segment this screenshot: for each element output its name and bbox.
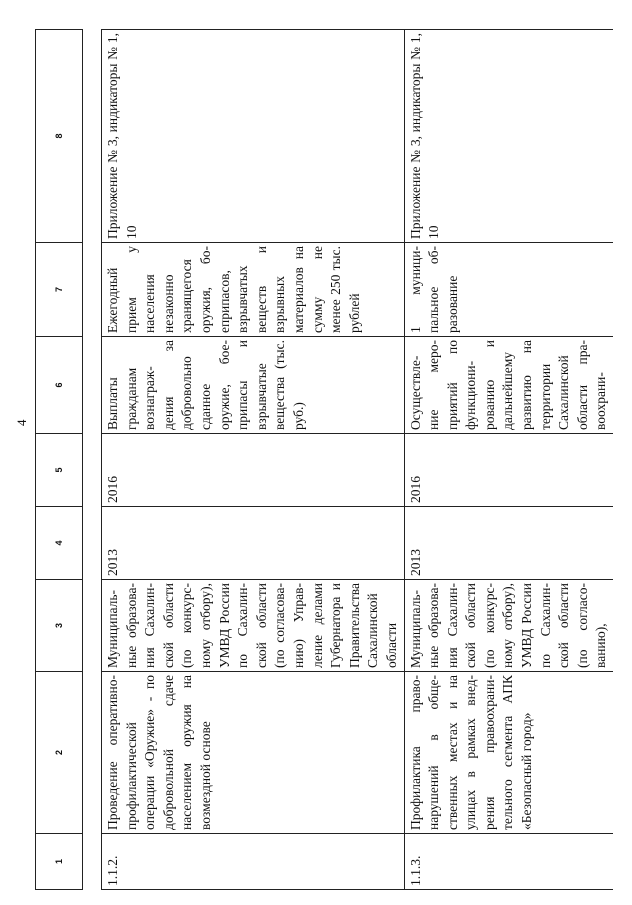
end-year: 2016 xyxy=(102,434,405,507)
header-cell: 3 xyxy=(36,580,83,672)
page-number: 4 xyxy=(14,419,29,426)
end-year: 2016 xyxy=(404,434,613,507)
expected-result: Ежегодный прием у населения незаконно хранящегося оружия, боеприпасов, взрывчатых веществ и взрывных материалов на сумму не менее 250 тыс. рублей xyxy=(102,243,405,337)
event-name: Профилактика правонарушений в общественных местах и на улицах в рамках внедрения правоохранительного сегмента АПК «Безопасный город» xyxy=(404,672,613,834)
header-gap xyxy=(83,30,102,890)
rotated-table-wrapper xyxy=(35,30,610,890)
header-cell: 2 xyxy=(36,672,83,834)
expected-result: 1 муниципальное образование xyxy=(404,243,613,337)
start-year: 2013 xyxy=(404,507,613,580)
executors: Муниципальные образования Сахалинской области (по конкурсному отбору), УМВД России по Сахалинской области (по согласованию) Управление делами Губернатора и Правительства Сахалинской области xyxy=(102,580,405,672)
event-content: Выплаты гражданам вознаграждения за добровольно сданное оружие, боеприпасы и взрывчатые вещества (тыс. руб.) xyxy=(102,337,405,434)
event-content: Осуществление мероприятий по функционированию и дальнейшему развитию на территории Сахалинской области правоохрани- xyxy=(404,337,613,434)
table-row xyxy=(102,30,405,890)
row-number: 1.1.3. xyxy=(404,834,613,890)
header-cell: 4 xyxy=(36,507,83,580)
header-cell: 8 xyxy=(36,30,83,243)
header-cell: 6 xyxy=(36,337,83,434)
row-number: 1.1.2. xyxy=(102,834,405,890)
header-cell: 5 xyxy=(36,434,83,507)
table-header-row xyxy=(36,30,83,890)
header-cell: 1 xyxy=(36,834,83,890)
table-row xyxy=(404,30,613,890)
event-name: Проведение оперативно-профилактической операции «Оружие» - по добровольной сдаче населением оружия на возмездной основе xyxy=(102,672,405,834)
start-year: 2013 xyxy=(102,507,405,580)
program-table xyxy=(35,29,613,890)
header-cell: 7 xyxy=(36,243,83,337)
indicator-link: Приложение № 3, индикаторы № 1, 10 xyxy=(404,30,613,243)
executors: Муниципальные образования Сахалинской области (по конкурсному отбору), УМВД России по Сахалинской области (по согласованию), xyxy=(404,580,613,672)
indicator-link: Приложение № 3, индикаторы № 1, 10 xyxy=(102,30,405,243)
